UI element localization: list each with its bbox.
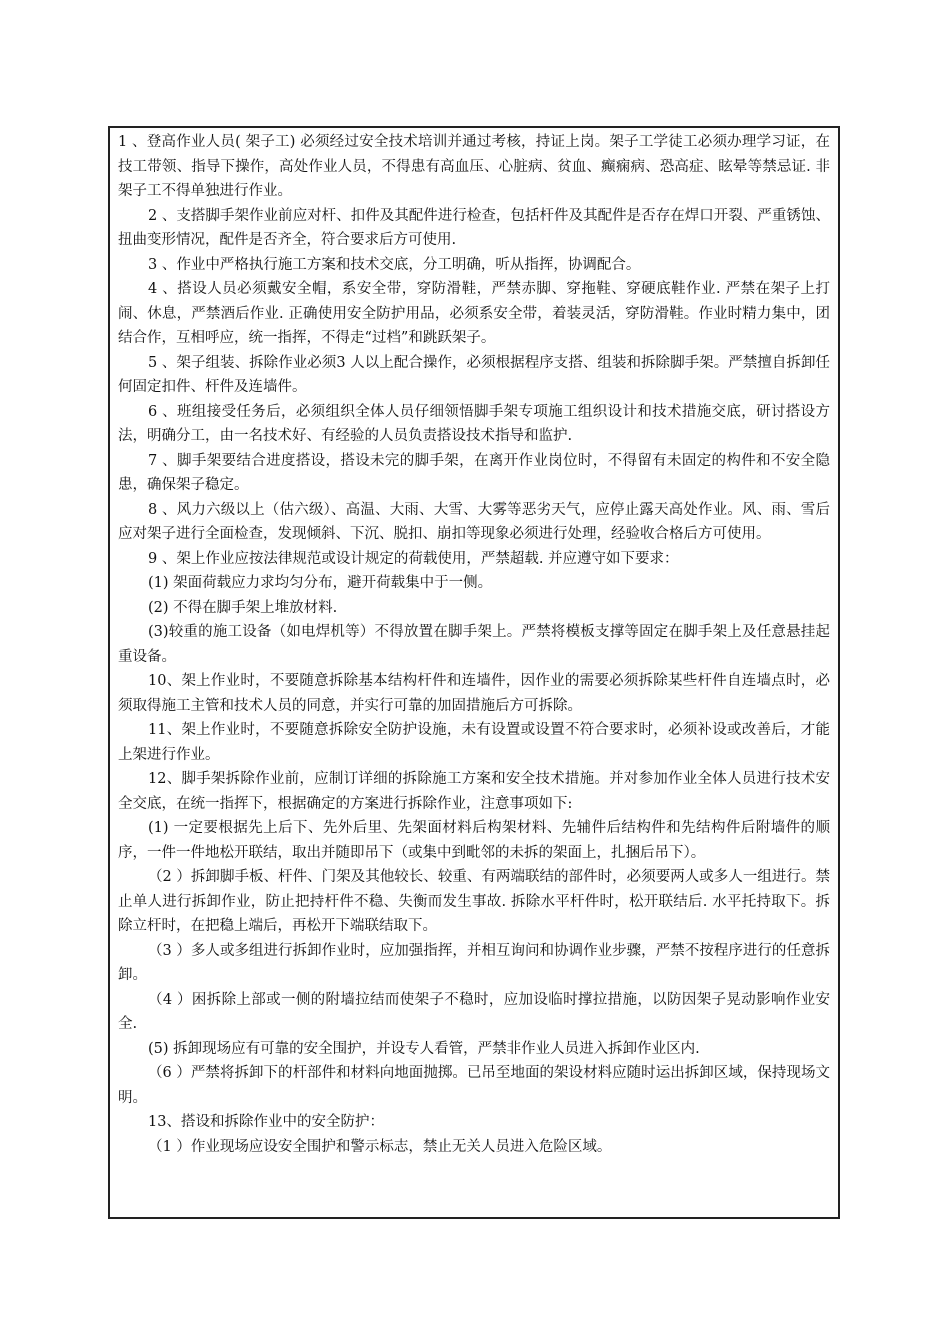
clause-13: 13、搭设和拆除作业中的安全防护：: [148, 1114, 384, 1130]
clause-11: 11、架上作业时，不要随意拆除安全防护设施，未有设置或设置不符合要求时，必须补设或改善后，才能上架进行作业。: [118, 722, 830, 763]
clause-4: 4 、搭设人员必须戴安全帽，系安全带，穿防滑鞋，严禁赤脚、穿拖鞋、穿硬底鞋作业. 严禁在架子上打闹、休息，严禁酒后作业. 正确使用安全防护用品，必须系安全带，着装灵活，穿防滑鞋。作业时精力集中，团结合作，互相呼应，统一指挥，不得走“过档”和跳跃架子。: [118, 281, 830, 346]
clause-9-item-2: (2) 不得在脚手架上堆放材料.: [148, 599, 338, 616]
clause-5: 5 、架子组装、拆除作业必须3 人以上配合操作，必须根据程序支搭、组装和拆除脚手架。严禁擅自拆卸任何固定扣件、杆件及连墙件。: [118, 354, 830, 395]
clause-12: 12、脚手架拆除作业前，应制订详细的拆除施工方案和安全技术措施。并对参加作业全体人员进行技术安全交底，在统一指挥下，根据确定的方案进行拆除作业，注意事项如下:: [118, 771, 830, 812]
clause-3: 3 、作业中严格执行施工方案和技术交底，分工明确，听从指挥，协调配合。: [148, 256, 641, 273]
clause-13-item-1: （1 ）作业现场应设安全围护和警示标志，禁止无关人员进入危险区域。: [148, 1138, 612, 1155]
clause-12-item-6: （6 ）严禁将拆卸下的杆部件和材料向地面抛掷。已吊至地面的架设材料应随时运出拆卸区域，保持现场文明。: [118, 1065, 830, 1106]
clause-10: 10、架上作业时，不要随意拆除基本结构杆件和连墙件，因作业的需要必须拆除某些杆件自连墙点时，必须取得施工主管和技术人员的同意，并实行可靠的加固措施后方可拆除。: [118, 673, 830, 714]
clause-9-item-1: (1) 架面荷载应力求均匀分布，避开荷载集中于一侧。: [148, 575, 493, 591]
clause-9: 9 、架上作业应按法律规范或设计规定的荷载使用，严禁超载. 并应遵守如下要求：: [148, 550, 679, 567]
clause-7: 7 、脚手架要结合进度搭设，搭设未完的脚手架，在离开作业岗位时，不得留有未固定的构件和不安全隐患，确保架子稳定。: [118, 452, 830, 493]
clause-9-item-3: (3)较重的施工设备（如电焊机等）不得放置在脚手架上。严禁将模板支撑等固定在脚手架上及任意悬挂起重设备。: [118, 624, 830, 665]
clause-2: 2 、支搭脚手架作业前应对杆、扣件及其配件进行检查，包括杆件及其配件是否存在焊口开裂、严重锈蚀、扭曲变形情况，配件是否齐全，符合要求后方可使用.: [118, 207, 830, 248]
clause-12-item-1: (1) 一定要根据先上后下、先外后里、先架面材料后构架材料、先辅件后结构件和先结构件后附墙件的顺序，一件一件地松开联结，取出并随即吊下（或集中到毗邻的未拆的架面上，扎捆后吊下）。: [118, 820, 830, 861]
clause-8: 8 、风力六级以上（估六级）、高温、大雨、大雪、大雾等恶劣天气，应停止露天高处作业。风、雨、雪后应对架子进行全面检查，发现倾斜、下沉、脱扣、崩扣等现象必须进行处理，经验收合格后方可使用。: [118, 501, 830, 542]
document-frame: [108, 126, 840, 1219]
clause-12-item-5: (5) 拆卸现场应有可靠的安全围护，并设专人看管，严禁非作业人员进入拆卸作业区内.: [148, 1040, 700, 1057]
clause-1: 1 、登高作业人员( 架子工) 必须经过安全技术培训并通过考核，持证上岗。架子工学徒工必须办理学习证，在技工带领、指导下操作，高处作业人员，不得患有高血压、心脏病、贫血、癫痫病、恐高症、眩晕等禁忌证. 非架子工不得单独进行作业。: [118, 134, 830, 199]
clause-12-item-3: （3 ）多人或多组进行拆卸作业时，应加强指挥，并相互询问和协调作业步骤，严禁不按程序进行的任意拆卸。: [118, 942, 830, 983]
clause-12-item-4: （4 ）困拆除上部或一侧的附墙拉结而使架子不稳时，应加设临时撑拉措施，以防因架子晃动影响作业安全.: [118, 991, 830, 1032]
clause-12-item-2: （2 ）拆卸脚手板、杆件、门架及其他较长、较重、有两端联结的部件时，必须要两人或多人一组进行。禁止单人进行拆卸作业，防止把持杆件不稳、失衡而发生事故. 拆除水平杆件时，松开联结后. 水平托持取下。拆除立杆时，在把稳上端后，再松开下端联结取下。: [118, 869, 830, 934]
clause-6: 6 、班组接受任务后，必须组织全体人员仔细领悟脚手架专项施工组织设计和技术措施交底，研讨搭设方法，明确分工，由一名技术好、有经验的人员负责搭设技术指导和监护.: [118, 403, 830, 444]
